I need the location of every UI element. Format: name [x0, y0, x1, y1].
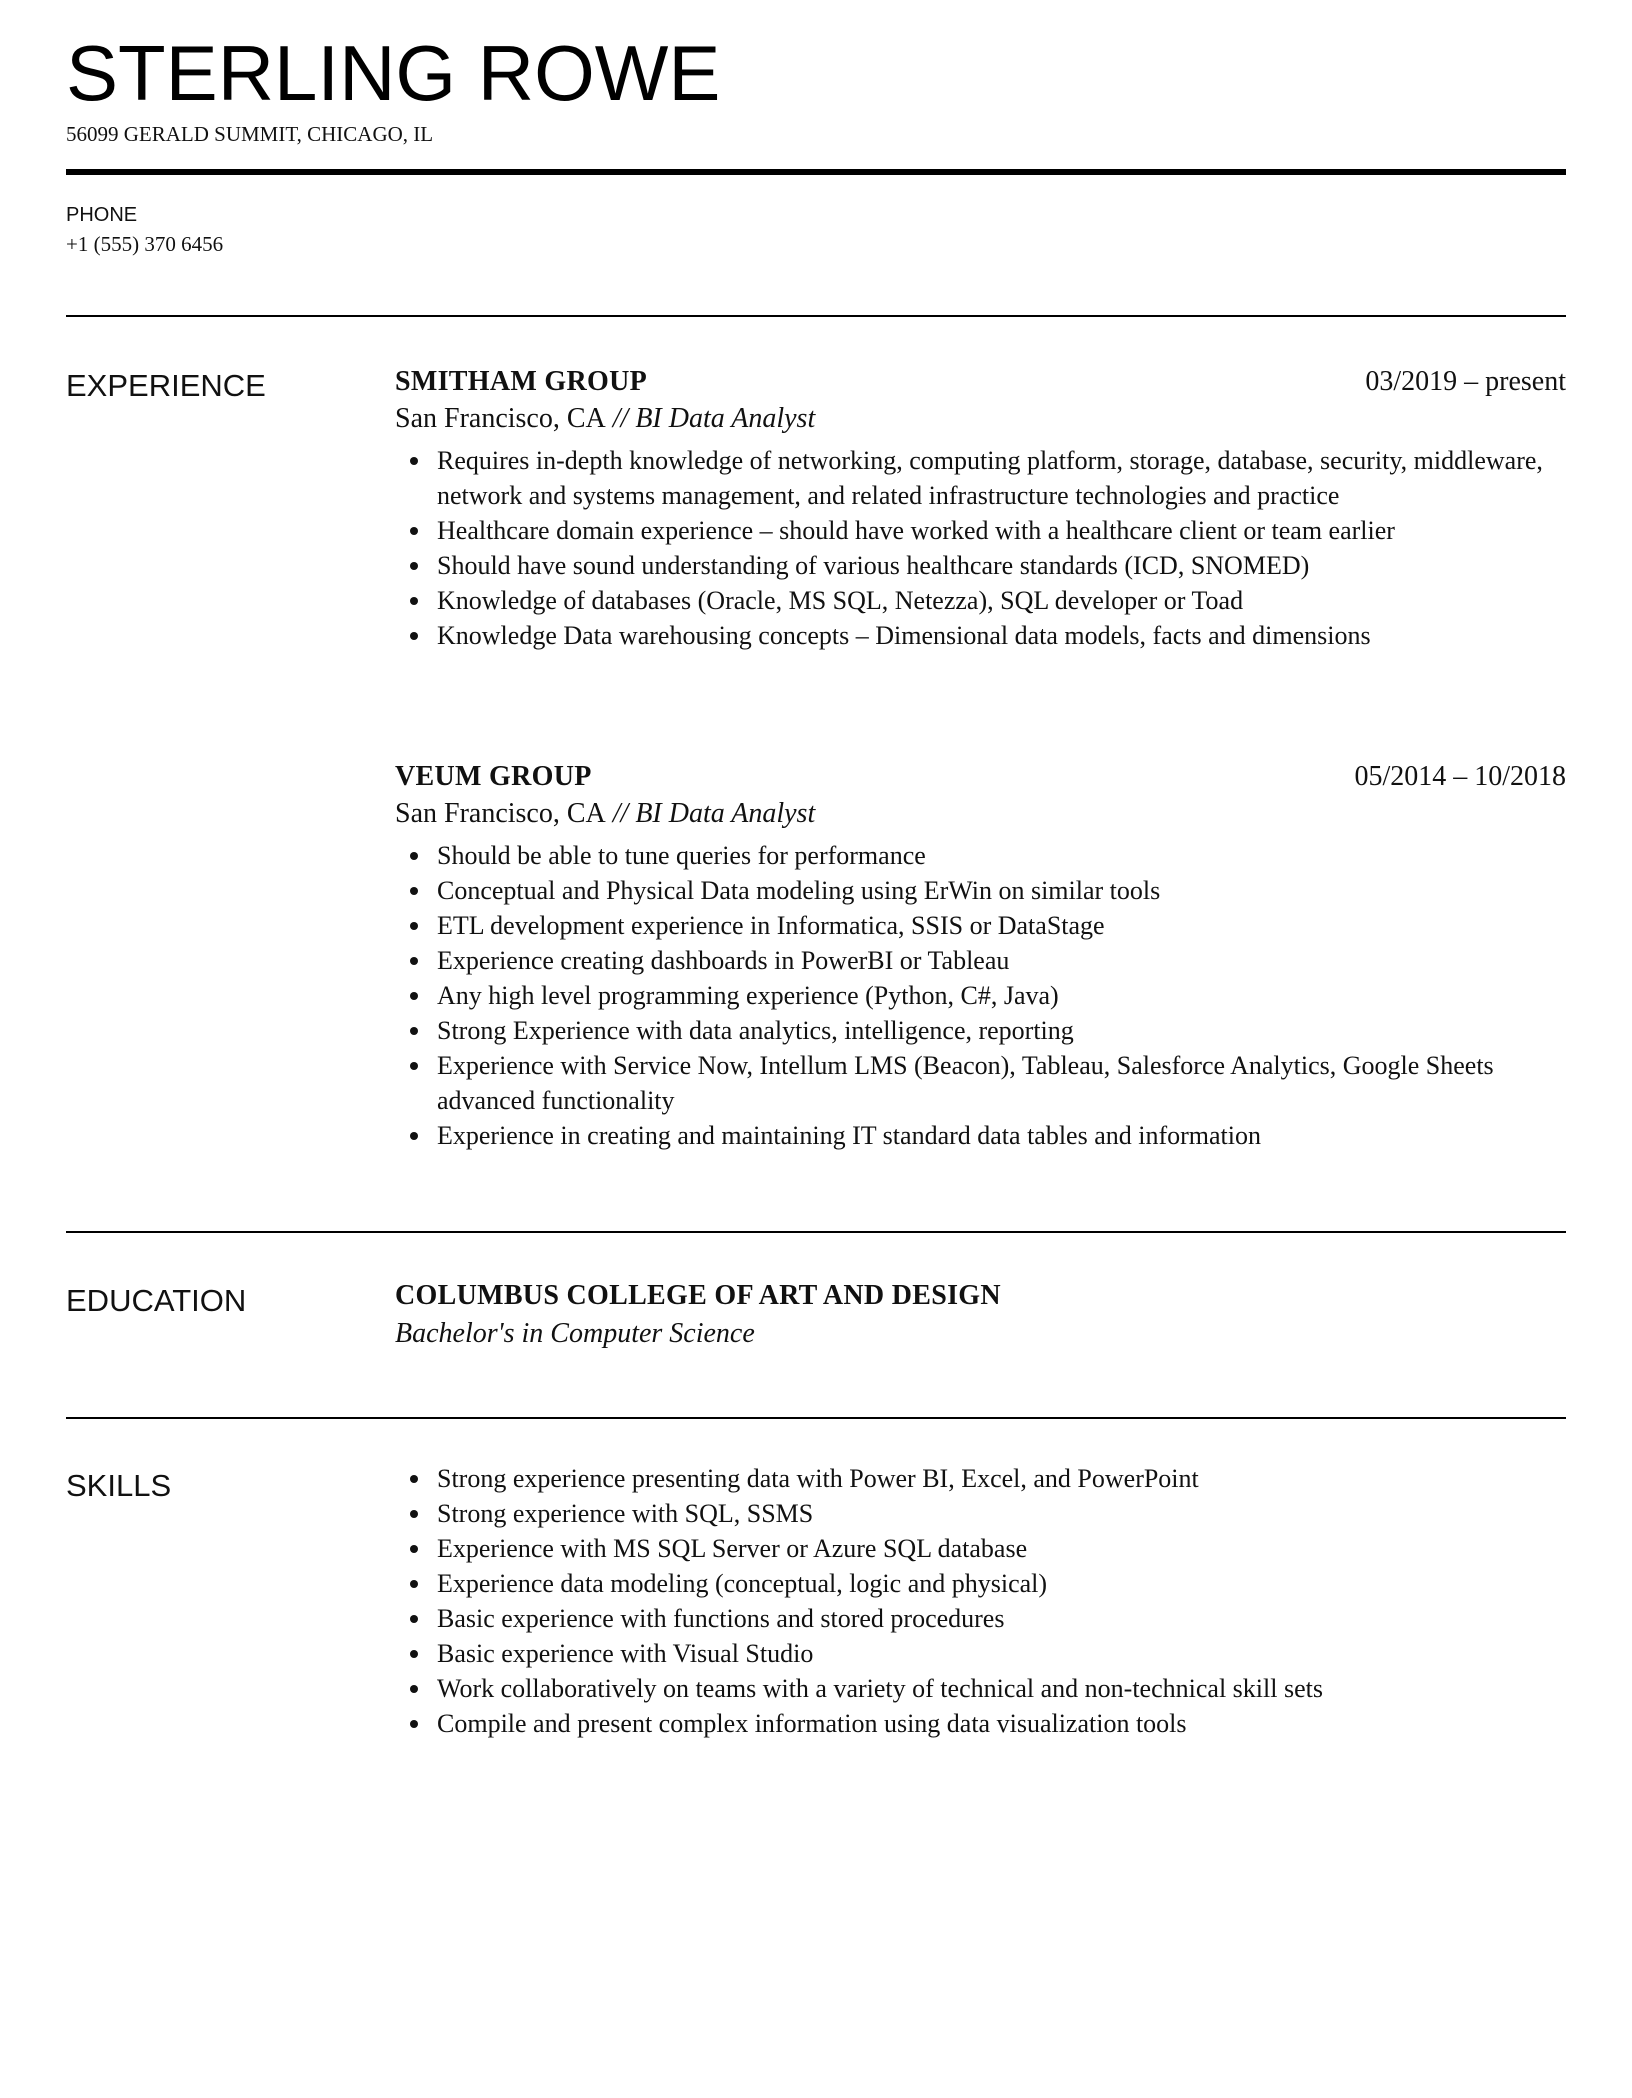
job-separator: // — [605, 798, 636, 829]
job-bullet: ETL development experience in Informatica, SSIS or DataStage — [395, 908, 1566, 943]
job-bullets — [395, 838, 1566, 1153]
job-location: San Francisco, CA — [395, 798, 606, 829]
skill-item: Work collaboratively on teams with a variety of technical and non-technical skill sets — [395, 1671, 1566, 1706]
job-role: BI Data Analyst — [635, 798, 816, 829]
job-bullet: Healthcare domain experience – should have worked with a healthcare client or team earlier — [395, 513, 1566, 548]
job-bullet: Knowledge Data warehousing concepts – Dimensional data models, facts and dimensions — [395, 618, 1566, 653]
skills-entry — [395, 1461, 1566, 1741]
job-bullet: Experience creating dashboards in PowerBI or Tableau — [395, 943, 1566, 978]
job-bullet: Knowledge of databases (Oracle, MS SQL, Netezza), SQL developer or Toad — [395, 583, 1566, 618]
job-role: BI Data Analyst — [635, 403, 816, 434]
section-divider-experience — [66, 315, 1566, 317]
job-header — [395, 759, 1566, 795]
job-location: San Francisco, CA — [395, 403, 606, 434]
job-location-role — [395, 400, 1566, 438]
job-bullet: Should be able to tune queries for performance — [395, 838, 1566, 873]
candidate-address: 56099 GERALD SUMMIT, CHICAGO, IL — [66, 122, 434, 146]
job-bullet: Any high level programming experience (Python, C#, Java) — [395, 978, 1566, 1013]
job-company: SMITHAM GROUP — [395, 366, 648, 397]
skill-item: Strong experience presenting data with Power BI, Excel, and PowerPoint — [395, 1461, 1566, 1496]
job-separator: // — [605, 403, 636, 434]
skills-list — [395, 1461, 1566, 1741]
candidate-name: STERLING ROWE — [66, 29, 721, 117]
skill-item: Strong experience with SQL, SSMS — [395, 1496, 1566, 1531]
job-dates: 03/2019 – present — [1365, 366, 1566, 397]
skill-item: Experience with MS SQL Server or Azure SQL database — [395, 1531, 1566, 1566]
skill-item: Experience data modeling (conceptual, logic and physical) — [395, 1566, 1566, 1601]
education-entry — [395, 1277, 1566, 1353]
phone-label: PHONE — [66, 204, 138, 226]
skills-section-title: SKILLS — [66, 1468, 172, 1503]
job-dates: 05/2014 – 10/2018 — [1354, 761, 1566, 792]
job-bullet: Conceptual and Physical Data modeling using ErWin on similar tools — [395, 873, 1566, 908]
skill-item: Compile and present complex information using data visualization tools — [395, 1706, 1566, 1741]
job-entry — [395, 759, 1566, 1153]
job-bullet: Experience with Service Now, Intellum LMS (Beacon), Tableau, Salesforce Analytics, Google Sheets advanced functionality — [395, 1048, 1566, 1118]
header-divider — [66, 169, 1566, 175]
job-header — [395, 364, 1566, 400]
skill-item: Basic experience with functions and stored procedures — [395, 1601, 1566, 1636]
phone-value: +1 (555) 370 6456 — [66, 232, 224, 256]
experience-section-title: EXPERIENCE — [66, 368, 266, 403]
job-bullets — [395, 443, 1566, 653]
job-company: VEUM GROUP — [395, 761, 592, 792]
section-divider-education — [66, 1231, 1566, 1233]
education-degree: Bachelor's in Computer Science — [395, 1318, 755, 1349]
job-bullet: Experience in creating and maintaining IT standard data tables and information — [395, 1118, 1566, 1153]
job-entry — [395, 364, 1566, 653]
education-section-title: EDUCATION — [66, 1283, 247, 1318]
skill-item: Basic experience with Visual Studio — [395, 1636, 1566, 1671]
job-bullet: Requires in-depth knowledge of networking, computing platform, storage, database, security, middleware, network and systems management, and related infrastructure technologies and practice — [395, 443, 1566, 513]
job-location-role — [395, 795, 1566, 833]
job-bullet: Should have sound understanding of various healthcare standards (ICD, SNOMED) — [395, 548, 1566, 583]
education-school: COLUMBUS COLLEGE OF ART AND DESIGN — [395, 1280, 1001, 1311]
section-divider-skills — [66, 1417, 1566, 1419]
job-bullet: Strong Experience with data analytics, intelligence, reporting — [395, 1013, 1566, 1048]
